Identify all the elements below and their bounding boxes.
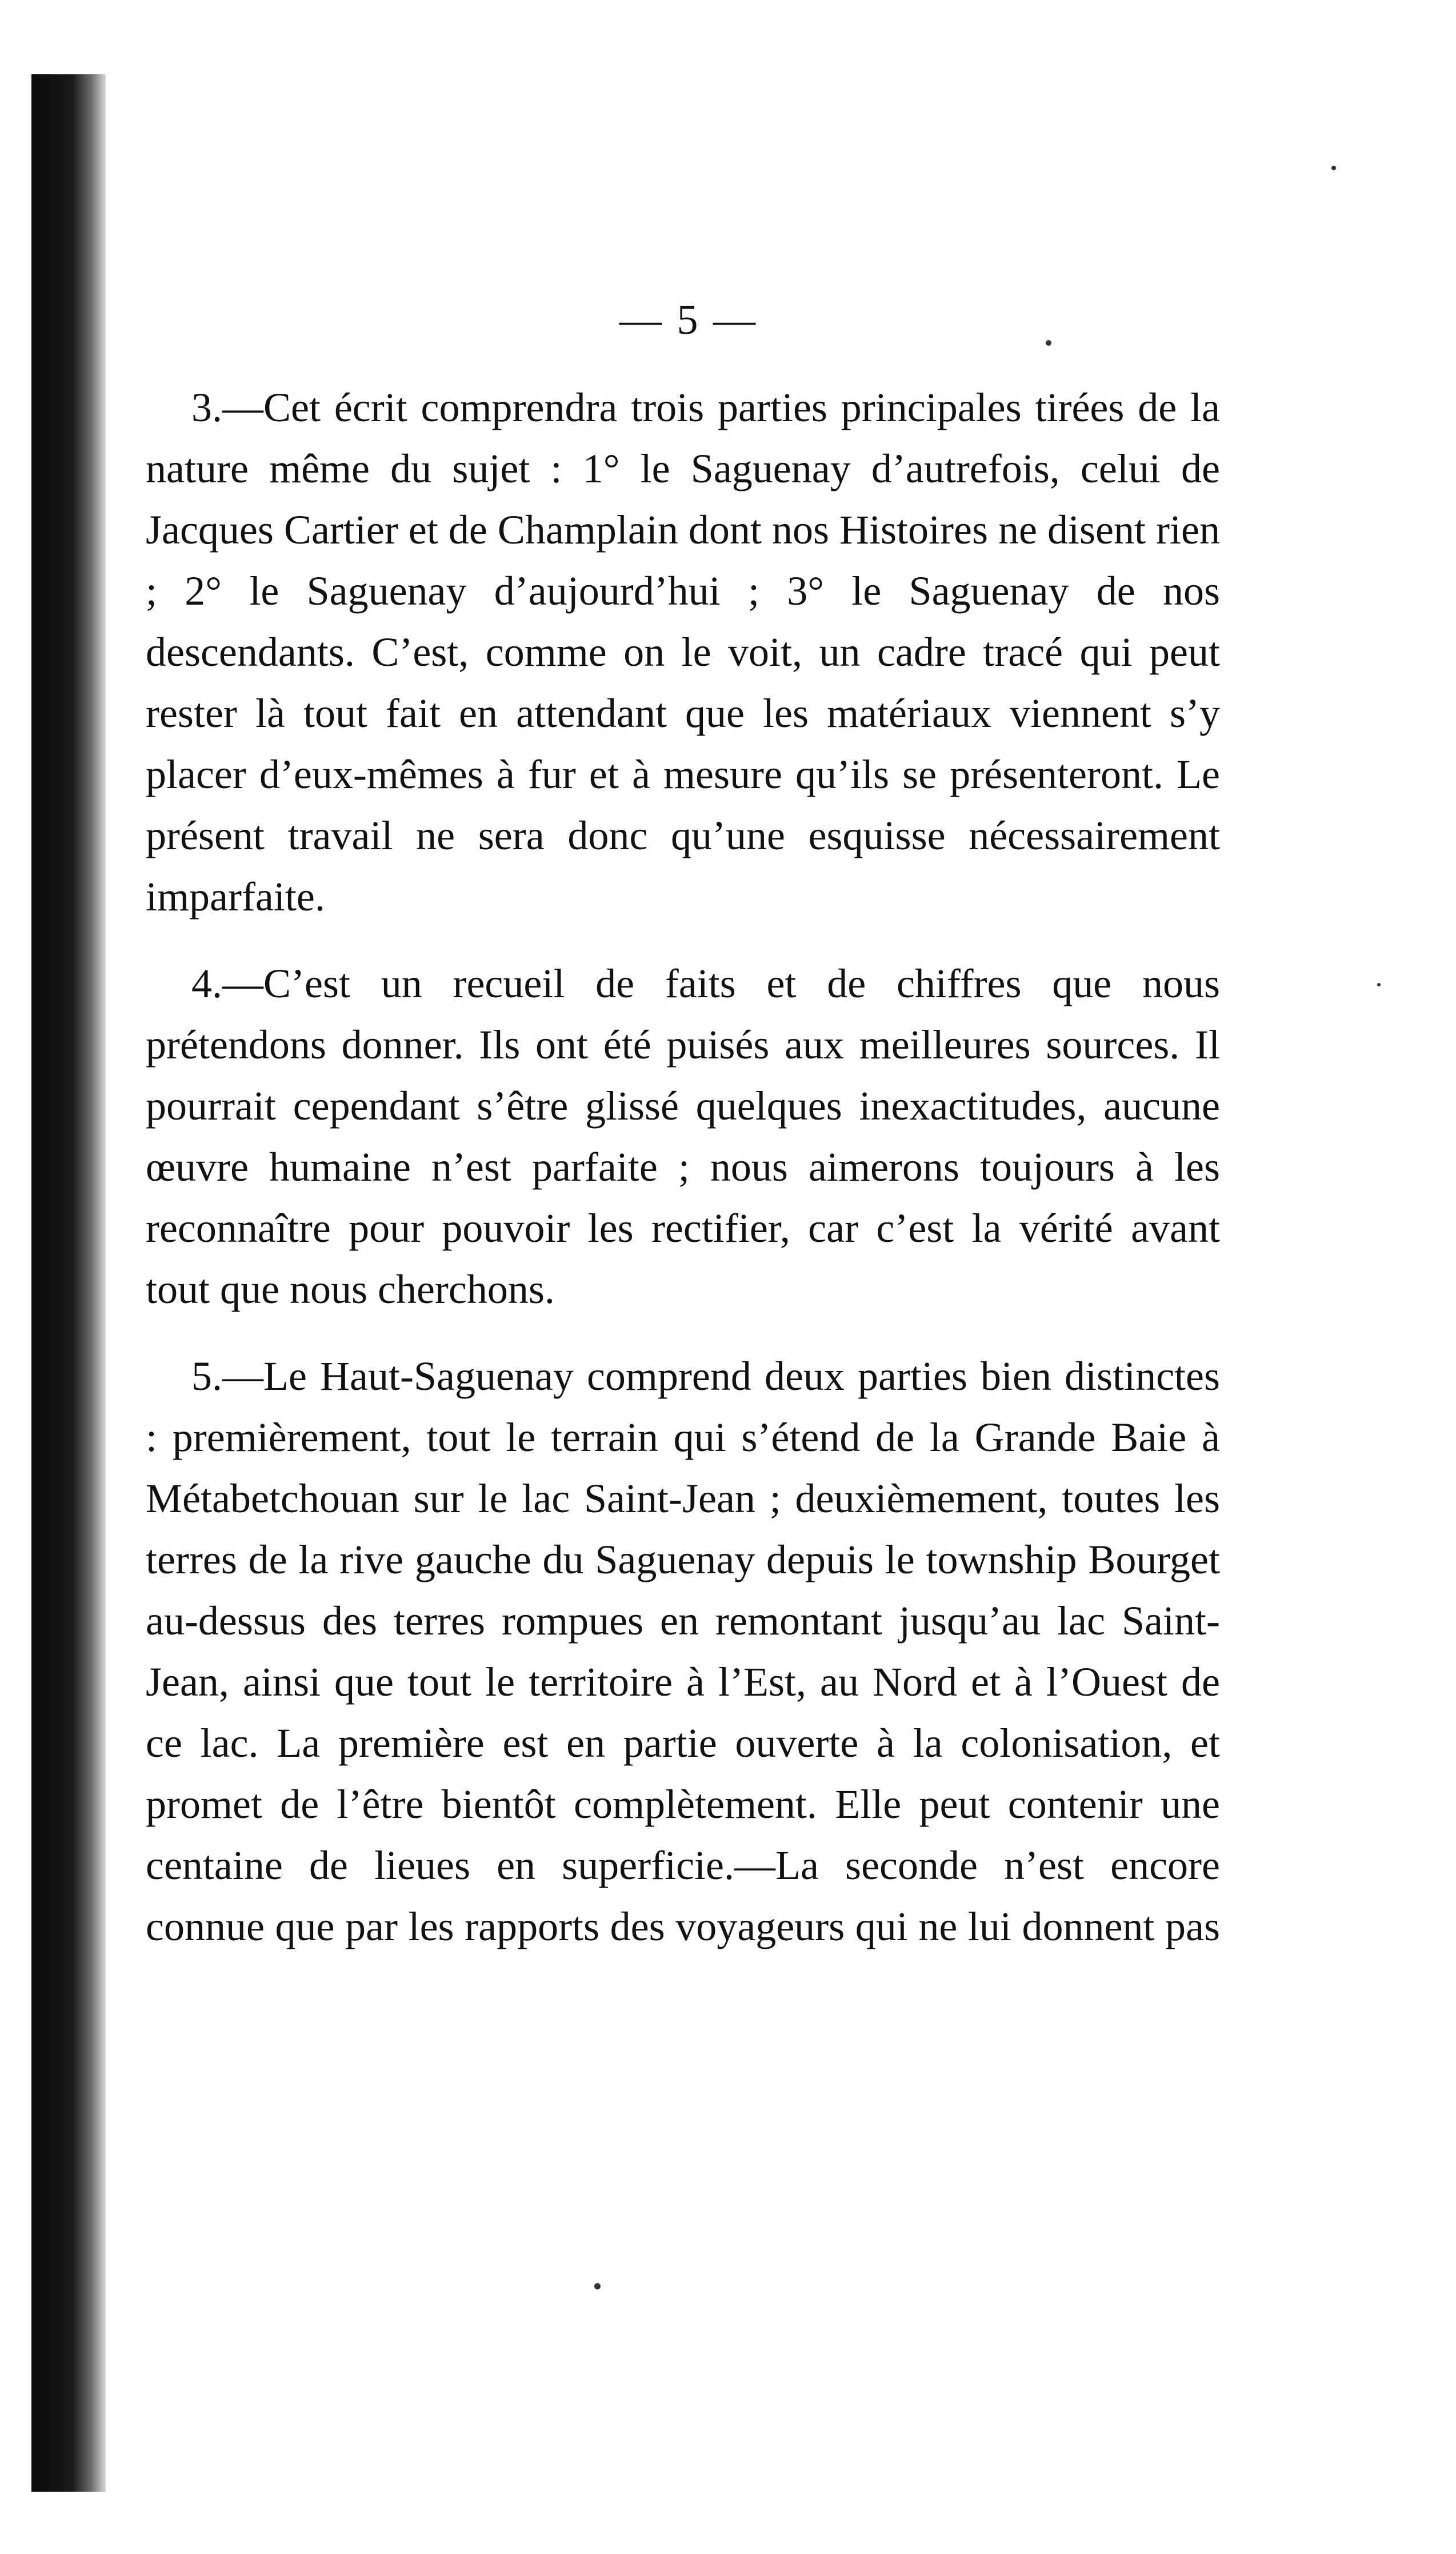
ink-speck [594,2283,601,2289]
ink-speck [1331,166,1336,170]
paragraph-3: 3.—Cet écrit comprendra trois parties principales tirées de la nature même du sujet : 1° le Saguenay d’autrefois, celui de Jacques Cartier et de Champlain dont nos Histoires ne disent rien ; 2° le Saguenay d’aujourd’hui ; 3° le Saguenay de nos descendants. C’est, comme on le voit, un cadre tracé qui peut rester là tout fait en attendant que les matériaux viennent s’y placer d’eux-mêmes à fur et à mesure qu’ils se présenteront. Le présent travail ne sera donc qu’une esquisse nécessairement imparfaite. [146,385,1220,920]
paragraph-5: 5.—Le Haut-Saguenay comprend deux parties bien distinctes : premièrement, tout le terrain qui s’étend de la Grande Baie à Métabetchouan sur le lac Saint-Jean ; deuxièmement, toutes les terres de la rive gauche du Saguenay depuis le township Bourget au-dessus des terres rompues en remontant jusqu’au lac Saint-Jean, ainsi que tout le territoire à l’Est, au Nord et à l’Ouest de ce lac. La première est en partie ouverte à la colonisation, et promet de l’être bientôt complètement. Elle peut contenir une centaine de lieues en superficie.—La seconde n’est encore connue que par les rapports des voyageurs qui ne lui donnent pas [146,1353,1220,1949]
paragraph-4: 4.—C’est un recueil de faits et de chiffres que nous prétendons donner. Ils ont été puisés aux meilleures sources. Il pourrait cependant s’être glissé quelques inexactitudes, aucune œuvre humaine n’est parfaite ; nous aimerons toujours à les reconnaître pour pouvoir les rectifier, car c’est la vérité avant tout que nous cherchons. [146,961,1220,1312]
ink-speck [1377,983,1381,986]
document-page [146,297,1220,1983]
page-binding-edge [31,74,106,2492]
page-number: — 5 — [619,297,758,343]
